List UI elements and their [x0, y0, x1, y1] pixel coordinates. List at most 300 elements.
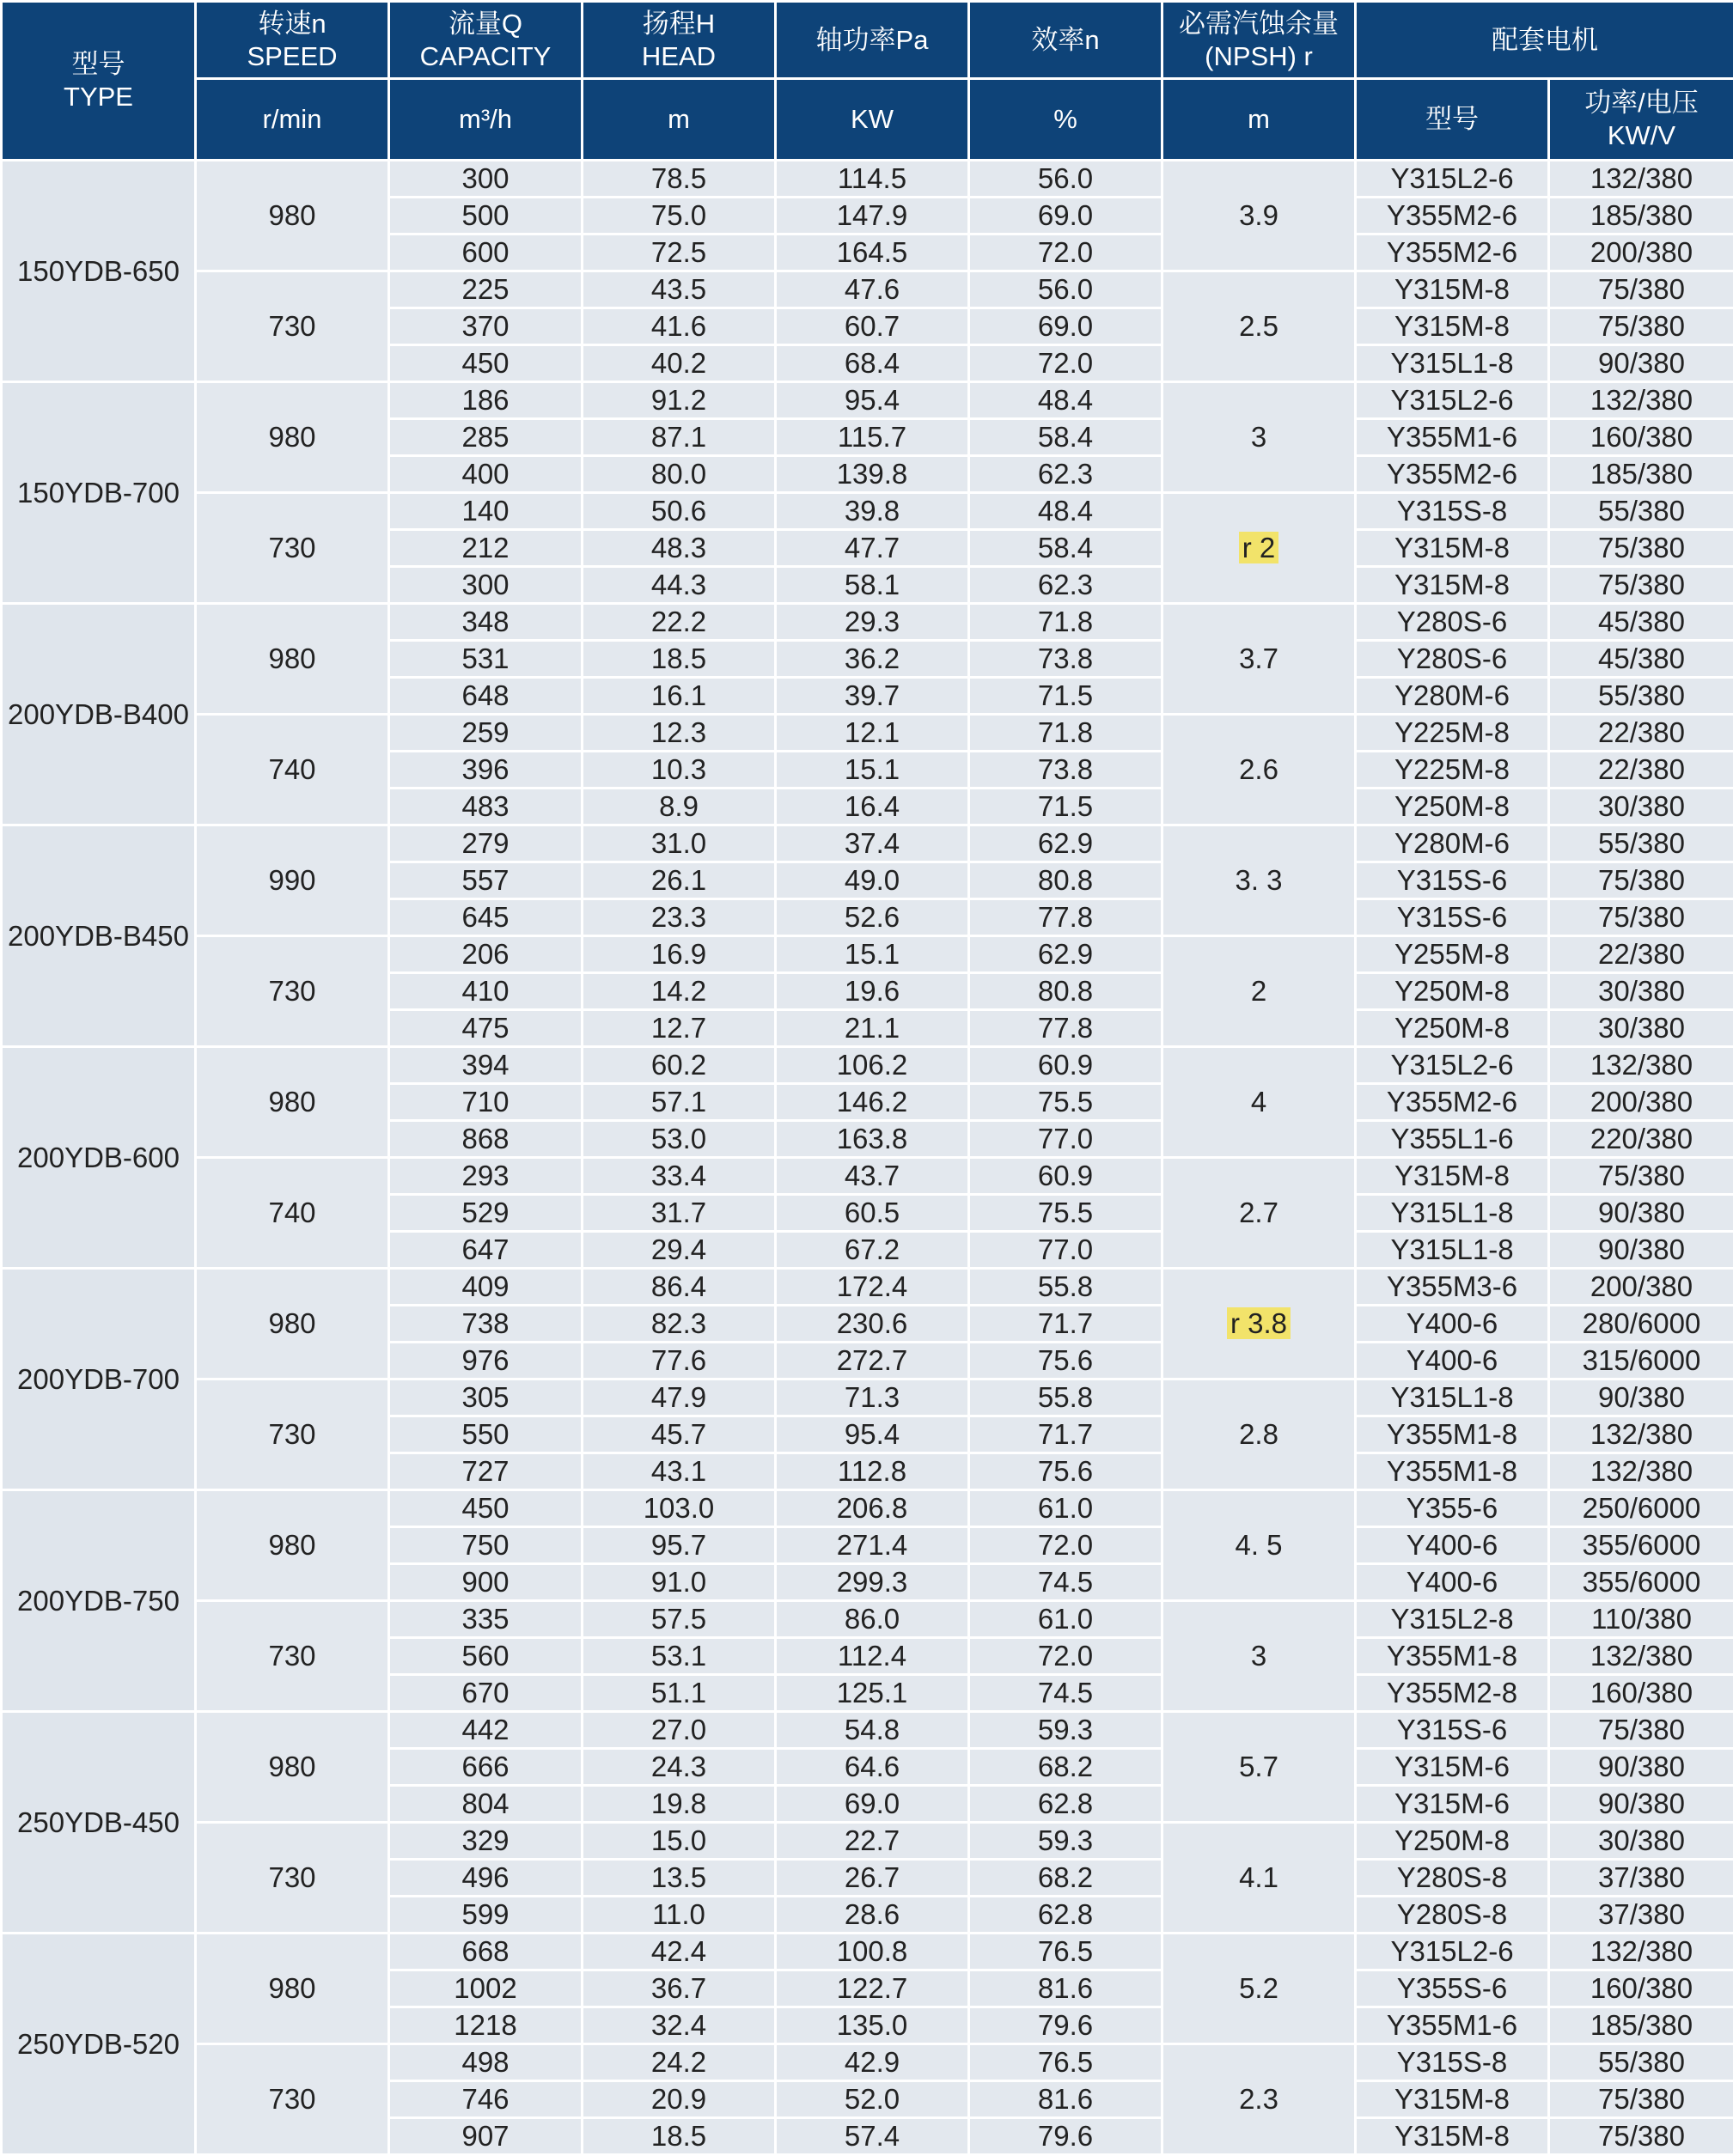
header-power	[776, 2, 969, 79]
motor-model-cell: Y280S-8	[1356, 1860, 1549, 1897]
head-cell: 31.0	[583, 825, 776, 862]
capacity-cell: 206	[389, 936, 583, 973]
head-cell: 12.7	[583, 1010, 776, 1047]
power-cell: 15.1	[776, 752, 969, 789]
efficiency-cell: 75.6	[969, 1343, 1162, 1379]
efficiency-cell: 72.0	[969, 1527, 1162, 1564]
header-motor-model: 型号	[1356, 79, 1549, 161]
efficiency-cell: 62.8	[969, 1897, 1162, 1934]
efficiency-cell: 62.9	[969, 936, 1162, 973]
npsh-value: 2	[1251, 975, 1266, 1007]
power-cell: 52.0	[776, 2081, 969, 2118]
power-cell: 52.6	[776, 899, 969, 936]
head-cell: 12.3	[583, 715, 776, 752]
motor-model-cell: Y400-6	[1356, 1564, 1549, 1601]
efficiency-cell: 69.0	[969, 198, 1162, 234]
header-npsh-cn: 必需汽蚀余量	[1163, 8, 1354, 40]
head-cell: 41.6	[583, 308, 776, 345]
capacity-cell: 450	[389, 1490, 583, 1527]
head-cell: 32.4	[583, 2007, 776, 2044]
npsh-value: r 2	[1239, 532, 1279, 563]
npsh-cell	[1162, 1379, 1356, 1490]
capacity-cell: 348	[389, 604, 583, 641]
capacity-cell: 394	[389, 1047, 583, 1084]
power-cell: 21.1	[776, 1010, 969, 1047]
speed-cell: 730	[196, 493, 389, 604]
efficiency-cell: 60.9	[969, 1047, 1162, 1084]
power-cell: 163.8	[776, 1121, 969, 1158]
motor-model-cell: Y315L2-6	[1356, 1047, 1549, 1084]
capacity-cell: 498	[389, 2044, 583, 2081]
motor-model-cell: Y355M1-6	[1356, 2007, 1549, 2044]
motor-power-cell: 22/380	[1549, 936, 1733, 973]
efficiency-cell: 74.5	[969, 1675, 1162, 1712]
npsh-value: r 3.8	[1227, 1307, 1291, 1339]
motor-model-cell: Y250M-8	[1356, 789, 1549, 825]
power-cell: 230.6	[776, 1306, 969, 1343]
table-row	[2, 1601, 1733, 1638]
motor-power-cell: 185/380	[1549, 456, 1733, 493]
motor-model-cell: Y355L1-6	[1356, 1121, 1549, 1158]
power-cell: 112.8	[776, 1453, 969, 1490]
head-cell: 75.0	[583, 198, 776, 234]
motor-model-cell: Y400-6	[1356, 1527, 1549, 1564]
motor-power-cell: 185/380	[1549, 198, 1733, 234]
power-cell: 112.4	[776, 1638, 969, 1675]
npsh-value: 3	[1251, 421, 1266, 453]
motor-power-cell: 110/380	[1549, 1601, 1733, 1638]
head-cell: 33.4	[583, 1158, 776, 1195]
motor-power-cell: 90/380	[1549, 1379, 1733, 1416]
power-cell: 42.9	[776, 2044, 969, 2081]
head-cell: 36.7	[583, 1970, 776, 2007]
npsh-value: 3. 3	[1235, 864, 1282, 896]
capacity-cell: 293	[389, 1158, 583, 1195]
motor-power-cell: 37/380	[1549, 1897, 1733, 1934]
head-cell: 16.9	[583, 936, 776, 973]
motor-model-cell: Y355M1-8	[1356, 1416, 1549, 1453]
header-npsh-en: (NPSH) r	[1163, 40, 1354, 73]
efficiency-cell: 71.7	[969, 1306, 1162, 1343]
capacity-cell: 500	[389, 198, 583, 234]
npsh-cell	[1162, 715, 1356, 825]
power-cell: 114.5	[776, 161, 969, 198]
speed-cell: 980	[196, 604, 389, 715]
power-cell: 26.7	[776, 1860, 969, 1897]
npsh-value: 3	[1251, 1640, 1266, 1672]
capacity-cell: 738	[389, 1306, 583, 1343]
motor-power-cell: 280/6000	[1549, 1306, 1733, 1343]
type-cell: 250YDB-450	[2, 1712, 196, 1934]
power-cell: 60.7	[776, 308, 969, 345]
table-row	[2, 271, 1733, 308]
power-cell: 125.1	[776, 1675, 969, 1712]
head-cell: 57.5	[583, 1601, 776, 1638]
capacity-cell: 300	[389, 161, 583, 198]
capacity-cell: 279	[389, 825, 583, 862]
head-cell: 15.0	[583, 1823, 776, 1860]
motor-model-cell: Y355M2-6	[1356, 1084, 1549, 1121]
unit-npsh: m	[1162, 79, 1356, 161]
head-cell: 44.3	[583, 567, 776, 604]
speed-cell: 730	[196, 1823, 389, 1934]
motor-power-cell: 132/380	[1549, 1416, 1733, 1453]
motor-model-cell: Y355M1-6	[1356, 419, 1549, 456]
header-capacity-en: CAPACITY	[390, 40, 581, 73]
efficiency-cell: 81.6	[969, 1970, 1162, 2007]
power-cell: 146.2	[776, 1084, 969, 1121]
header-npsh	[1162, 2, 1356, 79]
table-body	[2, 161, 1733, 2155]
capacity-cell: 868	[389, 1121, 583, 1158]
motor-model-cell: Y250M-8	[1356, 1823, 1549, 1860]
efficiency-cell: 73.8	[969, 752, 1162, 789]
efficiency-cell: 71.5	[969, 789, 1162, 825]
capacity-cell: 483	[389, 789, 583, 825]
speed-cell: 730	[196, 1379, 389, 1490]
npsh-cell	[1162, 1601, 1356, 1712]
motor-model-cell: Y315S-6	[1356, 899, 1549, 936]
speed-cell: 980	[196, 1934, 389, 2044]
capacity-cell: 140	[389, 493, 583, 530]
npsh-value: 4.1	[1239, 1861, 1278, 1893]
motor-model-cell: Y255M-8	[1356, 936, 1549, 973]
head-cell: 42.4	[583, 1934, 776, 1970]
npsh-cell	[1162, 382, 1356, 493]
type-cell: 200YDB-B400	[2, 604, 196, 825]
motor-model-cell: Y280S-8	[1356, 1897, 1549, 1934]
efficiency-cell: 61.0	[969, 1601, 1162, 1638]
head-cell: 60.2	[583, 1047, 776, 1084]
header-head	[583, 2, 776, 79]
capacity-cell: 1002	[389, 1970, 583, 2007]
capacity-cell: 212	[389, 530, 583, 567]
head-cell: 77.6	[583, 1343, 776, 1379]
motor-power-cell: 132/380	[1549, 1453, 1733, 1490]
power-cell: 60.5	[776, 1195, 969, 1232]
npsh-cell	[1162, 1490, 1356, 1601]
capacity-cell: 409	[389, 1269, 583, 1306]
type-cell: 200YDB-700	[2, 1269, 196, 1490]
power-cell: 29.3	[776, 604, 969, 641]
npsh-cell	[1162, 1158, 1356, 1269]
efficiency-cell: 76.5	[969, 2044, 1162, 2081]
efficiency-cell: 62.9	[969, 825, 1162, 862]
npsh-value: 3.7	[1239, 643, 1278, 674]
table-row	[2, 1158, 1733, 1195]
head-cell: 53.1	[583, 1638, 776, 1675]
power-cell: 115.7	[776, 419, 969, 456]
table-row	[2, 604, 1733, 641]
motor-model-cell: Y280M-6	[1356, 678, 1549, 715]
table-row	[2, 1047, 1733, 1084]
head-cell: 10.3	[583, 752, 776, 789]
head-cell: 47.9	[583, 1379, 776, 1416]
efficiency-cell: 71.7	[969, 1416, 1162, 1453]
head-cell: 24.3	[583, 1749, 776, 1786]
capacity-cell: 285	[389, 419, 583, 456]
header-speed	[196, 2, 389, 79]
head-cell: 95.7	[583, 1527, 776, 1564]
power-cell: 49.0	[776, 862, 969, 899]
motor-power-cell: 22/380	[1549, 752, 1733, 789]
npsh-cell	[1162, 493, 1356, 604]
efficiency-cell: 48.4	[969, 382, 1162, 419]
motor-model-cell: Y400-6	[1356, 1306, 1549, 1343]
motor-model-cell: Y315M-8	[1356, 2081, 1549, 2118]
capacity-cell: 727	[389, 1453, 583, 1490]
motor-power-cell: 200/380	[1549, 1084, 1733, 1121]
npsh-cell	[1162, 1934, 1356, 2044]
npsh-value: 2.7	[1239, 1197, 1278, 1228]
header-efficiency	[969, 2, 1162, 79]
head-cell: 50.6	[583, 493, 776, 530]
capacity-cell: 668	[389, 1934, 583, 1970]
efficiency-cell: 79.6	[969, 2118, 1162, 2155]
efficiency-cell: 80.8	[969, 973, 1162, 1010]
table-row	[2, 1934, 1733, 1970]
efficiency-cell: 59.3	[969, 1712, 1162, 1749]
npsh-cell	[1162, 1047, 1356, 1158]
power-cell: 106.2	[776, 1047, 969, 1084]
motor-power-cell: 30/380	[1549, 1823, 1733, 1860]
motor-model-cell: Y355M1-8	[1356, 1638, 1549, 1675]
motor-model-cell: Y315M-8	[1356, 567, 1549, 604]
capacity-cell: 531	[389, 641, 583, 678]
power-cell: 95.4	[776, 1416, 969, 1453]
power-cell: 37.4	[776, 825, 969, 862]
npsh-cell	[1162, 161, 1356, 271]
power-cell: 67.2	[776, 1232, 969, 1269]
motor-model-cell: Y355M2-6	[1356, 456, 1549, 493]
motor-power-cell: 75/380	[1549, 271, 1733, 308]
motor-power-cell: 45/380	[1549, 641, 1733, 678]
capacity-cell: 225	[389, 271, 583, 308]
power-cell: 57.4	[776, 2118, 969, 2155]
motor-power-cell: 132/380	[1549, 1934, 1733, 1970]
motor-model-cell: Y315L1-8	[1356, 1232, 1549, 1269]
motor-power-cell: 30/380	[1549, 789, 1733, 825]
capacity-cell: 670	[389, 1675, 583, 1712]
head-cell: 80.0	[583, 456, 776, 493]
motor-model-cell: Y355M3-6	[1356, 1269, 1549, 1306]
motor-model-cell: Y280S-6	[1356, 604, 1549, 641]
header-head-cn: 扬程H	[583, 8, 774, 40]
capacity-cell: 557	[389, 862, 583, 899]
power-cell: 172.4	[776, 1269, 969, 1306]
speed-cell: 740	[196, 715, 389, 825]
motor-power-cell: 55/380	[1549, 493, 1733, 530]
power-cell: 54.8	[776, 1712, 969, 1749]
motor-model-cell: Y250M-8	[1356, 1010, 1549, 1047]
power-cell: 271.4	[776, 1527, 969, 1564]
head-cell: 27.0	[583, 1712, 776, 1749]
motor-power-cell: 132/380	[1549, 161, 1733, 198]
efficiency-cell: 62.3	[969, 567, 1162, 604]
header-motor	[1356, 2, 1733, 79]
header-capacity	[389, 2, 583, 79]
header-power-cn: 轴功率Pa	[816, 25, 929, 55]
efficiency-cell: 71.8	[969, 604, 1162, 641]
power-cell: 299.3	[776, 1564, 969, 1601]
motor-model-cell: Y400-6	[1356, 1343, 1549, 1379]
motor-model-cell: Y280S-6	[1356, 641, 1549, 678]
efficiency-cell: 55.8	[969, 1269, 1162, 1306]
head-cell: 20.9	[583, 2081, 776, 2118]
motor-power-cell: 75/380	[1549, 899, 1733, 936]
motor-power-cell: 355/6000	[1549, 1564, 1733, 1601]
motor-power-cell: 200/380	[1549, 1269, 1733, 1306]
capacity-cell: 746	[389, 2081, 583, 2118]
efficiency-cell: 74.5	[969, 1564, 1162, 1601]
motor-model-cell: Y355M1-8	[1356, 1453, 1549, 1490]
power-cell: 22.7	[776, 1823, 969, 1860]
capacity-cell: 475	[389, 1010, 583, 1047]
efficiency-cell: 58.4	[969, 530, 1162, 567]
efficiency-cell: 68.2	[969, 1749, 1162, 1786]
motor-power-cell: 90/380	[1549, 345, 1733, 382]
capacity-cell: 900	[389, 1564, 583, 1601]
head-cell: 14.2	[583, 973, 776, 1010]
efficiency-cell: 56.0	[969, 271, 1162, 308]
unit-capacity: m³/h	[389, 79, 583, 161]
motor-model-cell: Y355M2-8	[1356, 1675, 1549, 1712]
efficiency-cell: 80.8	[969, 862, 1162, 899]
capacity-cell: 335	[389, 1601, 583, 1638]
header-motor-power-unit: KW/V	[1550, 119, 1733, 152]
header-speed-en: SPEED	[197, 40, 387, 73]
motor-model-cell: Y315M-6	[1356, 1786, 1549, 1823]
power-cell: 47.6	[776, 271, 969, 308]
header-motor-power-cn: 功率/电压	[1550, 87, 1733, 119]
motor-power-cell: 30/380	[1549, 1010, 1733, 1047]
head-cell: 11.0	[583, 1897, 776, 1934]
table-row	[2, 936, 1733, 973]
motor-power-cell: 132/380	[1549, 1047, 1733, 1084]
efficiency-cell: 77.0	[969, 1232, 1162, 1269]
power-cell: 139.8	[776, 456, 969, 493]
head-cell: 43.5	[583, 271, 776, 308]
unit-head: m	[583, 79, 776, 161]
efficiency-cell: 62.8	[969, 1786, 1162, 1823]
efficiency-cell: 79.6	[969, 2007, 1162, 2044]
speed-cell: 740	[196, 1158, 389, 1269]
header-type	[2, 2, 196, 161]
efficiency-cell: 76.5	[969, 1934, 1162, 1970]
head-cell: 13.5	[583, 1860, 776, 1897]
efficiency-cell: 77.8	[969, 1010, 1162, 1047]
motor-model-cell: Y315S-8	[1356, 493, 1549, 530]
table-row	[2, 825, 1733, 862]
capacity-cell: 560	[389, 1638, 583, 1675]
header-capacity-cn: 流量Q	[390, 8, 581, 40]
speed-cell: 730	[196, 2044, 389, 2155]
efficiency-cell: 61.0	[969, 1490, 1162, 1527]
efficiency-cell: 75.5	[969, 1195, 1162, 1232]
npsh-cell	[1162, 1823, 1356, 1934]
head-cell: 87.1	[583, 419, 776, 456]
motor-power-cell: 75/380	[1549, 530, 1733, 567]
motor-power-cell: 90/380	[1549, 1195, 1733, 1232]
npsh-cell	[1162, 604, 1356, 715]
motor-power-cell: 90/380	[1549, 1749, 1733, 1786]
motor-model-cell: Y250M-8	[1356, 973, 1549, 1010]
capacity-cell: 600	[389, 234, 583, 271]
power-cell: 16.4	[776, 789, 969, 825]
power-cell: 164.5	[776, 234, 969, 271]
motor-model-cell: Y355-6	[1356, 1490, 1549, 1527]
power-cell: 64.6	[776, 1749, 969, 1786]
head-cell: 23.3	[583, 899, 776, 936]
efficiency-cell: 81.6	[969, 2081, 1162, 2118]
power-cell: 272.7	[776, 1343, 969, 1379]
motor-model-cell: Y315L2-6	[1356, 382, 1549, 419]
power-cell: 95.4	[776, 382, 969, 419]
header-motor-cn: 配套电机	[1492, 25, 1598, 55]
capacity-cell: 907	[389, 2118, 583, 2155]
capacity-cell: 550	[389, 1416, 583, 1453]
efficiency-cell: 71.5	[969, 678, 1162, 715]
efficiency-cell: 77.8	[969, 899, 1162, 936]
npsh-cell	[1162, 271, 1356, 382]
efficiency-cell: 60.9	[969, 1158, 1162, 1195]
unit-power: KW	[776, 79, 969, 161]
speed-cell: 730	[196, 271, 389, 382]
motor-model-cell: Y315L1-8	[1356, 1379, 1549, 1416]
motor-power-cell: 75/380	[1549, 862, 1733, 899]
head-cell: 8.9	[583, 789, 776, 825]
motor-model-cell: Y315L2-6	[1356, 161, 1549, 198]
type-cell: 200YDB-750	[2, 1490, 196, 1712]
npsh-cell	[1162, 1269, 1356, 1379]
efficiency-cell: 56.0	[969, 161, 1162, 198]
efficiency-cell: 75.5	[969, 1084, 1162, 1121]
speed-cell: 980	[196, 1047, 389, 1158]
table-row	[2, 1379, 1733, 1416]
head-cell: 18.5	[583, 641, 776, 678]
capacity-cell: 305	[389, 1379, 583, 1416]
npsh-value: 4	[1251, 1086, 1266, 1118]
header-type-cn: 型号	[3, 48, 194, 81]
capacity-cell: 496	[389, 1860, 583, 1897]
header-type-en: TYPE	[3, 81, 194, 113]
capacity-cell: 529	[389, 1195, 583, 1232]
capacity-cell: 1218	[389, 2007, 583, 2044]
power-cell: 100.8	[776, 1934, 969, 1970]
power-cell: 147.9	[776, 198, 969, 234]
table-row	[2, 1712, 1733, 1749]
power-cell: 58.1	[776, 567, 969, 604]
capacity-cell: 329	[389, 1823, 583, 1860]
motor-model-cell: Y315M-8	[1356, 530, 1549, 567]
npsh-value: 2.3	[1239, 2083, 1278, 2115]
efficiency-cell: 77.0	[969, 1121, 1162, 1158]
motor-model-cell: Y315L1-8	[1356, 1195, 1549, 1232]
motor-model-cell: Y355M2-6	[1356, 198, 1549, 234]
table-row	[2, 161, 1733, 198]
motor-model-cell: Y355M2-6	[1356, 234, 1549, 271]
speed-cell: 980	[196, 382, 389, 493]
power-cell: 36.2	[776, 641, 969, 678]
motor-power-cell: 90/380	[1549, 1786, 1733, 1823]
capacity-cell: 710	[389, 1084, 583, 1121]
power-cell: 28.6	[776, 1897, 969, 1934]
head-cell: 86.4	[583, 1269, 776, 1306]
capacity-cell: 666	[389, 1749, 583, 1786]
npsh-value: 4. 5	[1235, 1529, 1282, 1561]
head-cell: 19.8	[583, 1786, 776, 1823]
capacity-cell: 370	[389, 308, 583, 345]
